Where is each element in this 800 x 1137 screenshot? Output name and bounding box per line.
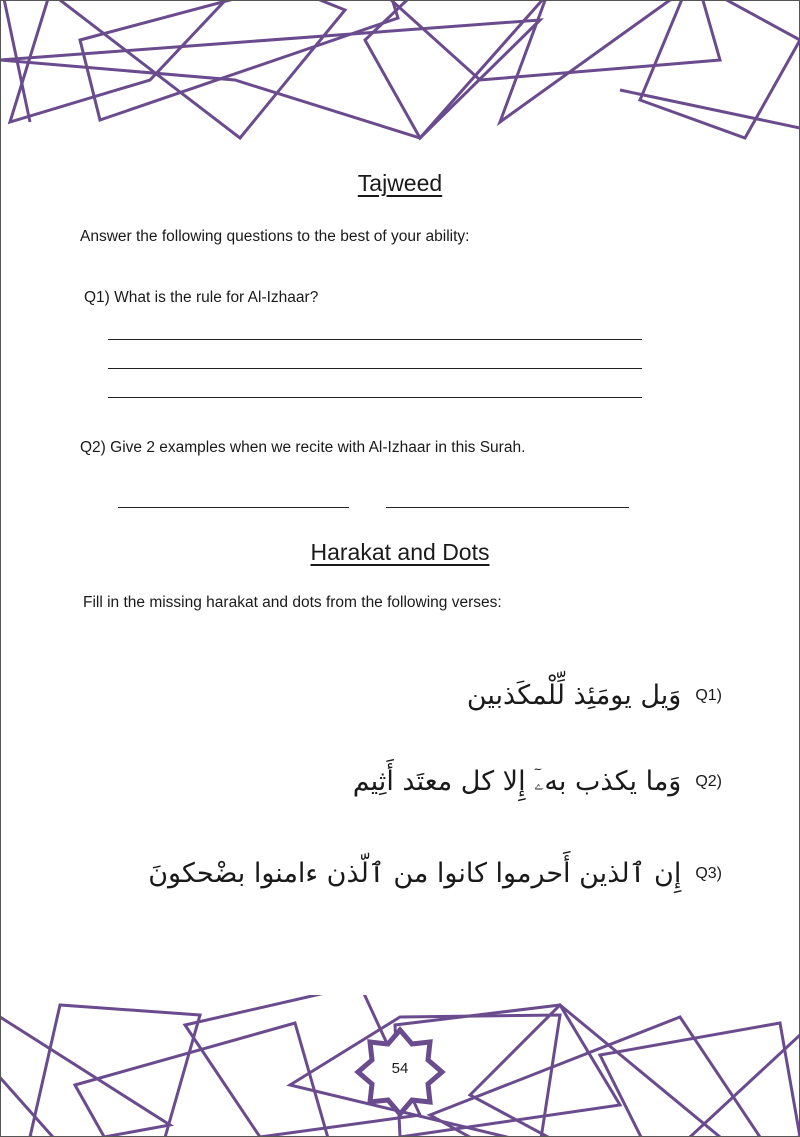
page-number: 54 bbox=[391, 1060, 409, 1077]
answer-line[interactable] bbox=[108, 397, 642, 398]
verse-row bbox=[467, 680, 722, 711]
answer-line[interactable] bbox=[118, 507, 349, 508]
verse-text: وَيل يومَئِذ لِّلْمكَذبين bbox=[466, 680, 682, 711]
verse-row bbox=[353, 766, 722, 798]
verse-row bbox=[148, 858, 722, 889]
section-title-harakat: Harakat and Dots bbox=[310, 539, 490, 565]
tajweed-instruction: Answer the following questions to the best of your ability: bbox=[80, 228, 470, 245]
verse-text: وَما يكذب بهۦٓ إِلا كل معتَد أَثِيم bbox=[352, 766, 682, 797]
verse-label: Q1) bbox=[695, 686, 722, 704]
top-geometric-decoration bbox=[0, 0, 800, 145]
answer-line[interactable] bbox=[108, 368, 642, 369]
answer-line[interactable] bbox=[108, 339, 642, 340]
answer-line[interactable] bbox=[386, 507, 629, 508]
verse-label: Q3) bbox=[695, 864, 722, 882]
question-2: Q2) Give 2 examples when we recite with Al-Izhaar in this Surah. bbox=[80, 439, 526, 456]
verse-text: إِن ٱلذين أَحرموا كانوا من ٱلّذن ءامنوا بضْحكونَ bbox=[148, 858, 682, 889]
harakat-instruction: Fill in the missing harakat and dots from the following verses: bbox=[83, 594, 502, 611]
question-1: Q1) What is the rule for Al-Izhaar? bbox=[84, 289, 319, 306]
verse-label: Q2) bbox=[695, 773, 722, 790]
section-title-tajweed: Tajweed bbox=[357, 170, 443, 196]
